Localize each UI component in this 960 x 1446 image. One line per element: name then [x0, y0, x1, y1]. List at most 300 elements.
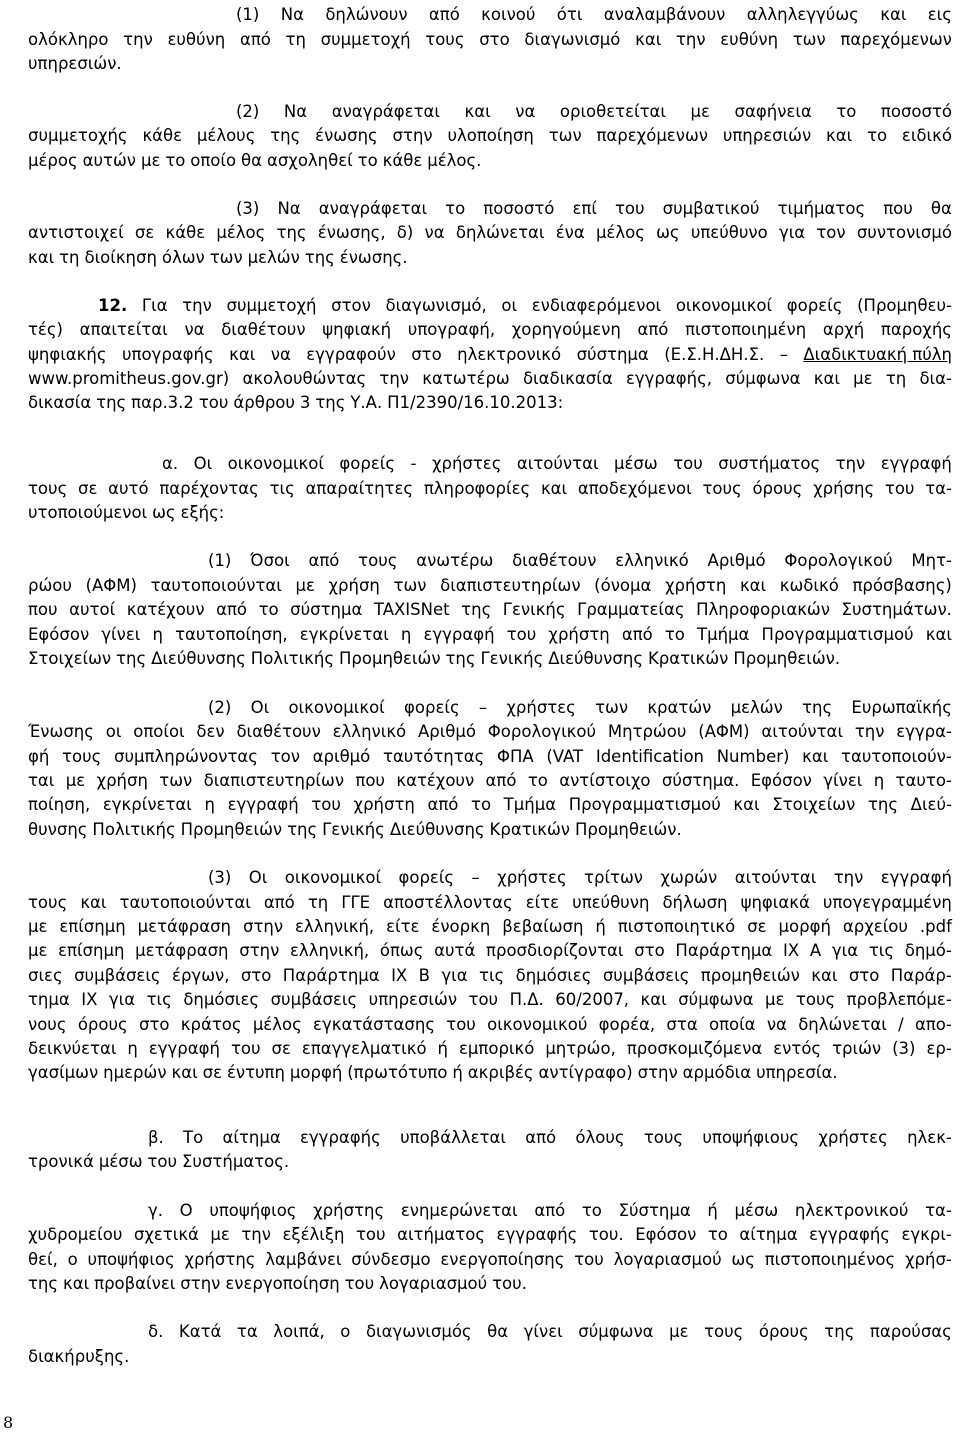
word: των: [548, 126, 582, 145]
word: με: [28, 941, 48, 960]
word: κάθε: [382, 151, 423, 170]
word: μέλος: [216, 223, 266, 242]
word: ο: [67, 1250, 78, 1269]
word: του: [468, 990, 499, 1009]
word: με: [210, 1225, 230, 1244]
word: να: [766, 1015, 787, 1034]
word: της: [28, 1274, 59, 1293]
word: ως: [152, 503, 176, 522]
word: υπεύθυνο: [690, 223, 768, 242]
word: Π1/2390/16.10.2013:: [387, 393, 564, 412]
word: ΓΓΕ: [341, 893, 371, 912]
word: έργων,: [172, 966, 230, 985]
word: Προμηθειών.: [733, 649, 841, 668]
word: διαπιστευτηρίων: [440, 576, 581, 595]
word: -: [410, 454, 417, 473]
word: για: [441, 966, 468, 985]
word: τους: [62, 747, 102, 766]
word: του: [446, 1015, 476, 1034]
word: δικασία: [28, 393, 92, 412]
text-line: [28, 124, 952, 148]
word: ηλεκ-: [907, 1128, 952, 1147]
word: ται: [28, 771, 55, 790]
word: (VAT: [546, 747, 584, 766]
word: Σύστημα: [618, 1201, 691, 1220]
word: παρεχόμενων: [596, 126, 708, 145]
text-line: [148, 1126, 952, 1150]
word: τημα: [28, 990, 70, 1009]
word: ειδικό: [901, 126, 952, 145]
word: μέρος: [28, 151, 78, 170]
word: πιστοποιητικό: [617, 917, 736, 936]
word: πιστοποιημένος: [764, 1250, 896, 1269]
word: πρόσβασης): [852, 576, 952, 595]
word: ελληνικό: [615, 551, 689, 570]
word: Παράρτημα: [282, 966, 380, 985]
word: οι: [501, 296, 518, 315]
word: με: [140, 151, 161, 170]
word: ολόκληρο: [28, 30, 109, 49]
word: συντονισμό: [856, 223, 952, 242]
word: τη: [59, 248, 80, 267]
word: τους: [795, 990, 836, 1009]
word: από: [525, 1128, 557, 1147]
word: στην: [242, 917, 284, 936]
word: Για: [141, 296, 168, 315]
word: (Προμηθευ-: [857, 296, 952, 315]
word: TAXISNet: [373, 600, 450, 619]
word: ακριβές: [467, 1063, 534, 1082]
word: Κρατικών: [647, 649, 729, 668]
text-line: [208, 696, 952, 720]
word: χρήστες: [818, 1128, 888, 1147]
word: συμμετοχή: [226, 296, 317, 315]
word: να: [184, 320, 205, 339]
word: υπογεγραμμένη: [822, 893, 952, 912]
word: η: [204, 795, 215, 814]
word: συστήματος: [718, 454, 821, 473]
word: δια-: [919, 369, 952, 388]
word: θα: [241, 151, 263, 170]
word: το: [527, 771, 548, 790]
word: ο: [340, 1322, 351, 1341]
word: του: [311, 795, 341, 814]
text-line: [148, 1199, 952, 1223]
word: τα-: [925, 479, 952, 498]
word: του: [344, 1274, 375, 1293]
word: όλων: [161, 248, 205, 267]
word: στο: [411, 345, 442, 364]
word: μητρώο,: [545, 1039, 616, 1058]
word: ή: [452, 1063, 463, 1082]
word: χρήσης: [813, 479, 875, 498]
word: τους: [358, 551, 398, 570]
text-line: [28, 1037, 952, 1061]
text-line: [28, 1248, 952, 1272]
text-line: [28, 988, 952, 1012]
word: θεί,: [28, 1250, 58, 1269]
word: μετάφραση: [135, 941, 229, 960]
word: και: [826, 126, 853, 145]
word: διαγωνισμό: [524, 30, 621, 49]
word: Στοιχείων: [772, 795, 856, 814]
word: Τμήμα: [503, 795, 557, 814]
word: παρ.3.2: [131, 393, 194, 412]
word: εγγραφή: [227, 795, 299, 814]
word: αυτά: [434, 941, 476, 960]
text-line: [28, 939, 952, 963]
word: φορείς: [398, 868, 455, 887]
word: διαγωνισμό,: [385, 296, 487, 315]
word: χρήστης: [184, 1250, 256, 1269]
word: Γραμματείας: [577, 600, 685, 619]
word: του: [147, 1152, 178, 1171]
text-line: [162, 452, 952, 476]
word: σαφήνεια: [734, 102, 812, 121]
word: τα-: [925, 1201, 952, 1220]
word: ταυτοποιούνται: [150, 576, 282, 595]
word: του: [574, 1250, 604, 1269]
word: διαπιστευτηρίων: [203, 771, 345, 790]
word: όπως: [379, 941, 424, 960]
word: εγγραφή: [880, 868, 952, 887]
word: αιτούνται: [734, 868, 817, 887]
word: της: [445, 649, 476, 668]
word: από: [239, 30, 271, 49]
text-line: [28, 1223, 952, 1247]
word: δηλώνουν: [325, 5, 408, 24]
text-line: [236, 100, 952, 124]
word: την: [123, 30, 153, 49]
word: την: [182, 296, 212, 315]
word: την: [854, 722, 885, 741]
word: Πολιτικής: [92, 820, 176, 839]
word: εγγραφής: [496, 1225, 578, 1244]
word: ή: [707, 1201, 718, 1220]
word: παρούσας: [869, 1322, 952, 1341]
word: από: [637, 320, 669, 339]
text-line: [28, 574, 952, 598]
word: Να: [277, 199, 301, 218]
word: οποίο: [190, 151, 237, 170]
word: παρέχοντας: [159, 479, 259, 498]
word: εγγραφή: [148, 1039, 220, 1058]
word: και: [880, 5, 907, 24]
word: www.promitheus.gov.gr): [28, 369, 230, 388]
word: κάθε: [142, 126, 183, 145]
word: γίνει: [523, 1322, 563, 1341]
word: (ΑΦΜ): [698, 722, 750, 741]
word: η: [400, 625, 412, 644]
word: ταυτοποίηση,: [175, 625, 288, 644]
word: διοίκηση: [84, 248, 157, 267]
word: επίσημη: [59, 917, 126, 936]
word: υλοποίηση: [447, 126, 534, 145]
word: ηλεκτρονικό: [457, 345, 562, 364]
word: των: [595, 698, 629, 717]
word: σύνδεσμο: [351, 1250, 431, 1269]
text-line: [28, 915, 952, 939]
word: μετάφραση: [137, 917, 232, 936]
word: του: [230, 1039, 261, 1058]
text-line: [28, 891, 952, 915]
word: Προγραμματισμού: [568, 795, 721, 814]
word: δημόσιες: [515, 966, 592, 985]
word: IX: [783, 941, 800, 960]
word: σύστημα: [576, 345, 649, 364]
word: εγγρα-: [896, 722, 952, 741]
word: για: [108, 990, 136, 1009]
word: (ΑΦΜ): [85, 576, 137, 595]
word: ελληνική,: [290, 941, 370, 960]
word: φορείς: [404, 698, 460, 717]
word: αναγράφεται: [318, 199, 428, 218]
word: νους: [28, 1015, 67, 1034]
word: το: [258, 600, 279, 619]
text-line: [28, 647, 952, 671]
word: υπογραφή,: [407, 320, 496, 339]
word: (2): [208, 698, 232, 717]
word: αιτούνται: [516, 454, 599, 473]
word: υποψήφιος: [209, 1201, 297, 1220]
word: (3): [892, 1039, 916, 1058]
word: ερ-: [926, 1039, 952, 1058]
word: της: [824, 1322, 855, 1341]
word: της: [96, 393, 127, 412]
word: /: [898, 1015, 904, 1034]
word: ταυτοποιούν-: [841, 747, 952, 766]
word: από: [263, 893, 295, 912]
word: τα: [236, 1322, 258, 1341]
word: της: [304, 248, 335, 267]
word: το: [165, 151, 186, 170]
word: Γενικής: [502, 600, 566, 619]
word: A: [809, 941, 822, 960]
word: υπηρεσιών: [368, 990, 458, 1009]
text-line: [28, 52, 952, 76]
word: τους: [425, 30, 465, 49]
word: συμμετοχής: [28, 126, 128, 145]
word: προβλεπόμε-: [846, 990, 952, 1009]
word: και: [63, 1274, 90, 1293]
word: διαδικασία: [522, 369, 613, 388]
word: σύμφωνα: [578, 1322, 654, 1341]
word: και: [540, 479, 568, 498]
text-line: [28, 964, 952, 988]
text-line: [28, 28, 952, 52]
word: γασίμων: [28, 1063, 99, 1082]
word: μέσω: [614, 454, 658, 473]
word: α.: [162, 454, 179, 473]
word: να: [270, 345, 291, 364]
word: χρήστη: [548, 625, 610, 644]
word: του: [356, 1225, 386, 1244]
word: σύμφωνα: [725, 369, 801, 388]
word: δημόσιες: [183, 990, 260, 1009]
word: όλους: [575, 1128, 625, 1147]
word: Συστήματος.: [182, 1152, 290, 1171]
text-line: [28, 1013, 952, 1037]
word: Τμήμα: [697, 625, 750, 644]
word: ευθύνη: [167, 30, 226, 49]
word: Οι: [193, 454, 213, 473]
word: κατωτέρω: [422, 369, 510, 388]
word: μέσω: [98, 1152, 143, 1171]
word: του: [615, 199, 645, 218]
word: οι: [105, 722, 122, 741]
word: σε: [202, 1063, 222, 1082]
word: χρήση: [96, 771, 148, 790]
word: (3): [236, 199, 260, 218]
word: προβαίνει: [94, 1274, 176, 1293]
word: δηλώνεται: [455, 223, 545, 242]
word: και: [80, 893, 107, 912]
word: οικονομικοί: [288, 698, 385, 717]
word: κρατών: [647, 698, 712, 717]
page-number: 8: [3, 1413, 14, 1432]
word: IX: [391, 966, 408, 985]
word: τον: [270, 747, 300, 766]
word: το: [581, 1201, 602, 1220]
word: του.: [588, 1225, 624, 1244]
word: εγγραφή: [423, 625, 495, 644]
word: στην: [180, 1274, 221, 1293]
word: στο: [634, 941, 665, 960]
word: τριών: [832, 1039, 882, 1058]
word: IX: [81, 990, 98, 1009]
word: σύστημα: [290, 600, 363, 619]
text-line: [28, 318, 952, 342]
word: προμηθειών: [700, 966, 800, 985]
word: μέλος: [595, 223, 645, 242]
word: Όσοι: [250, 551, 290, 570]
word: ένωσης: [315, 126, 378, 145]
word: της: [276, 223, 307, 242]
word: οριοθετείται: [559, 102, 666, 121]
word: και: [635, 30, 662, 49]
word: (1): [236, 5, 260, 24]
word: τιμήματος: [777, 199, 866, 218]
word: τον: [816, 223, 846, 242]
word: υτοποιούμενοι: [28, 503, 148, 522]
word: οικονομικού: [487, 1015, 588, 1034]
word: που: [883, 199, 913, 218]
word: εγκατάστασης: [313, 1015, 436, 1034]
word: η: [152, 625, 163, 644]
word: στο: [479, 30, 510, 49]
text-line: [28, 367, 952, 391]
word: την: [379, 369, 410, 388]
word: (όνομα: [594, 576, 652, 595]
text-line: [236, 197, 952, 221]
word: της: [802, 698, 833, 717]
word: από: [428, 5, 460, 24]
word: με: [295, 576, 315, 595]
word: και: [640, 990, 667, 1009]
word: το: [707, 1225, 728, 1244]
word: των: [792, 30, 826, 49]
word: Γενικής: [322, 820, 385, 839]
word: αριθμό: [312, 747, 371, 766]
word: χρήστες: [431, 454, 502, 473]
word: ενημερώνεται: [400, 1201, 518, 1220]
word: Πολιτικής: [250, 649, 335, 668]
word: τους: [28, 893, 68, 912]
word: οποία: [708, 1015, 756, 1034]
word: το: [867, 126, 888, 145]
word: Το: [183, 1128, 204, 1147]
word: Φορολογικού: [487, 722, 597, 741]
word: και: [802, 747, 829, 766]
word: επαγγελματικό: [301, 1039, 427, 1058]
word: και: [813, 369, 840, 388]
word: της: [270, 126, 301, 145]
word: συμπληρώνοντας: [114, 747, 258, 766]
word: (Ε.Σ.Η.ΔΗ.Σ.: [664, 345, 765, 364]
word: από: [621, 625, 653, 644]
text-line: [28, 477, 952, 501]
word: εμπορικό: [459, 1039, 535, 1058]
word: γίνει: [823, 771, 863, 790]
word: χρήση: [328, 576, 380, 595]
word: δεν: [196, 722, 225, 741]
word: Παράρ-: [890, 966, 952, 985]
word: σε: [78, 479, 98, 498]
word: ψηφιακή: [322, 320, 392, 339]
word: Αριθμό: [707, 551, 766, 570]
word: Προγραμματισμού: [761, 625, 914, 644]
word: από: [485, 771, 517, 790]
word: και: [28, 248, 55, 267]
text-line: [28, 149, 952, 173]
word: ως: [656, 223, 680, 242]
word: διαθέτουν: [512, 551, 597, 570]
word: όρους: [758, 1322, 809, 1341]
word: χωρών: [660, 868, 718, 887]
word: 3: [299, 393, 311, 412]
word: (3): [208, 868, 232, 887]
word: μέλος.: [427, 151, 482, 170]
word: ρώου: [28, 576, 72, 595]
word: Υ.Α.: [350, 393, 383, 412]
word: Να: [283, 102, 308, 121]
word: ελληνική,: [295, 917, 375, 936]
word: συμβάσεις: [602, 966, 690, 985]
word: απαιτείται: [79, 320, 168, 339]
word: δ): [396, 223, 414, 242]
word: Διεύθυνσης: [548, 649, 643, 668]
word: με: [65, 771, 86, 790]
word: έντυπη: [226, 1063, 285, 1082]
word: δεικνύεται: [28, 1039, 117, 1058]
word: υπεύθυνη: [572, 893, 650, 912]
word: ημερών: [103, 1063, 167, 1082]
word: αποδεχόμενοι: [577, 479, 692, 498]
word: σύστημα.: [661, 771, 740, 790]
word: αποστέλλοντας: [383, 893, 513, 912]
word: στο: [848, 966, 880, 985]
word: λογαριασμού: [379, 1274, 488, 1293]
word: υπηρεσιών: [722, 126, 812, 145]
word: αντίγραφο): [538, 1063, 633, 1082]
word: Οι: [248, 868, 268, 887]
word: εις: [927, 5, 952, 24]
word: ποίηση,: [28, 795, 91, 814]
word: εξέλιξη: [282, 1225, 345, 1244]
word: (1): [208, 551, 232, 570]
word: αρμόδια: [682, 1063, 752, 1082]
word: ότι: [556, 5, 583, 24]
